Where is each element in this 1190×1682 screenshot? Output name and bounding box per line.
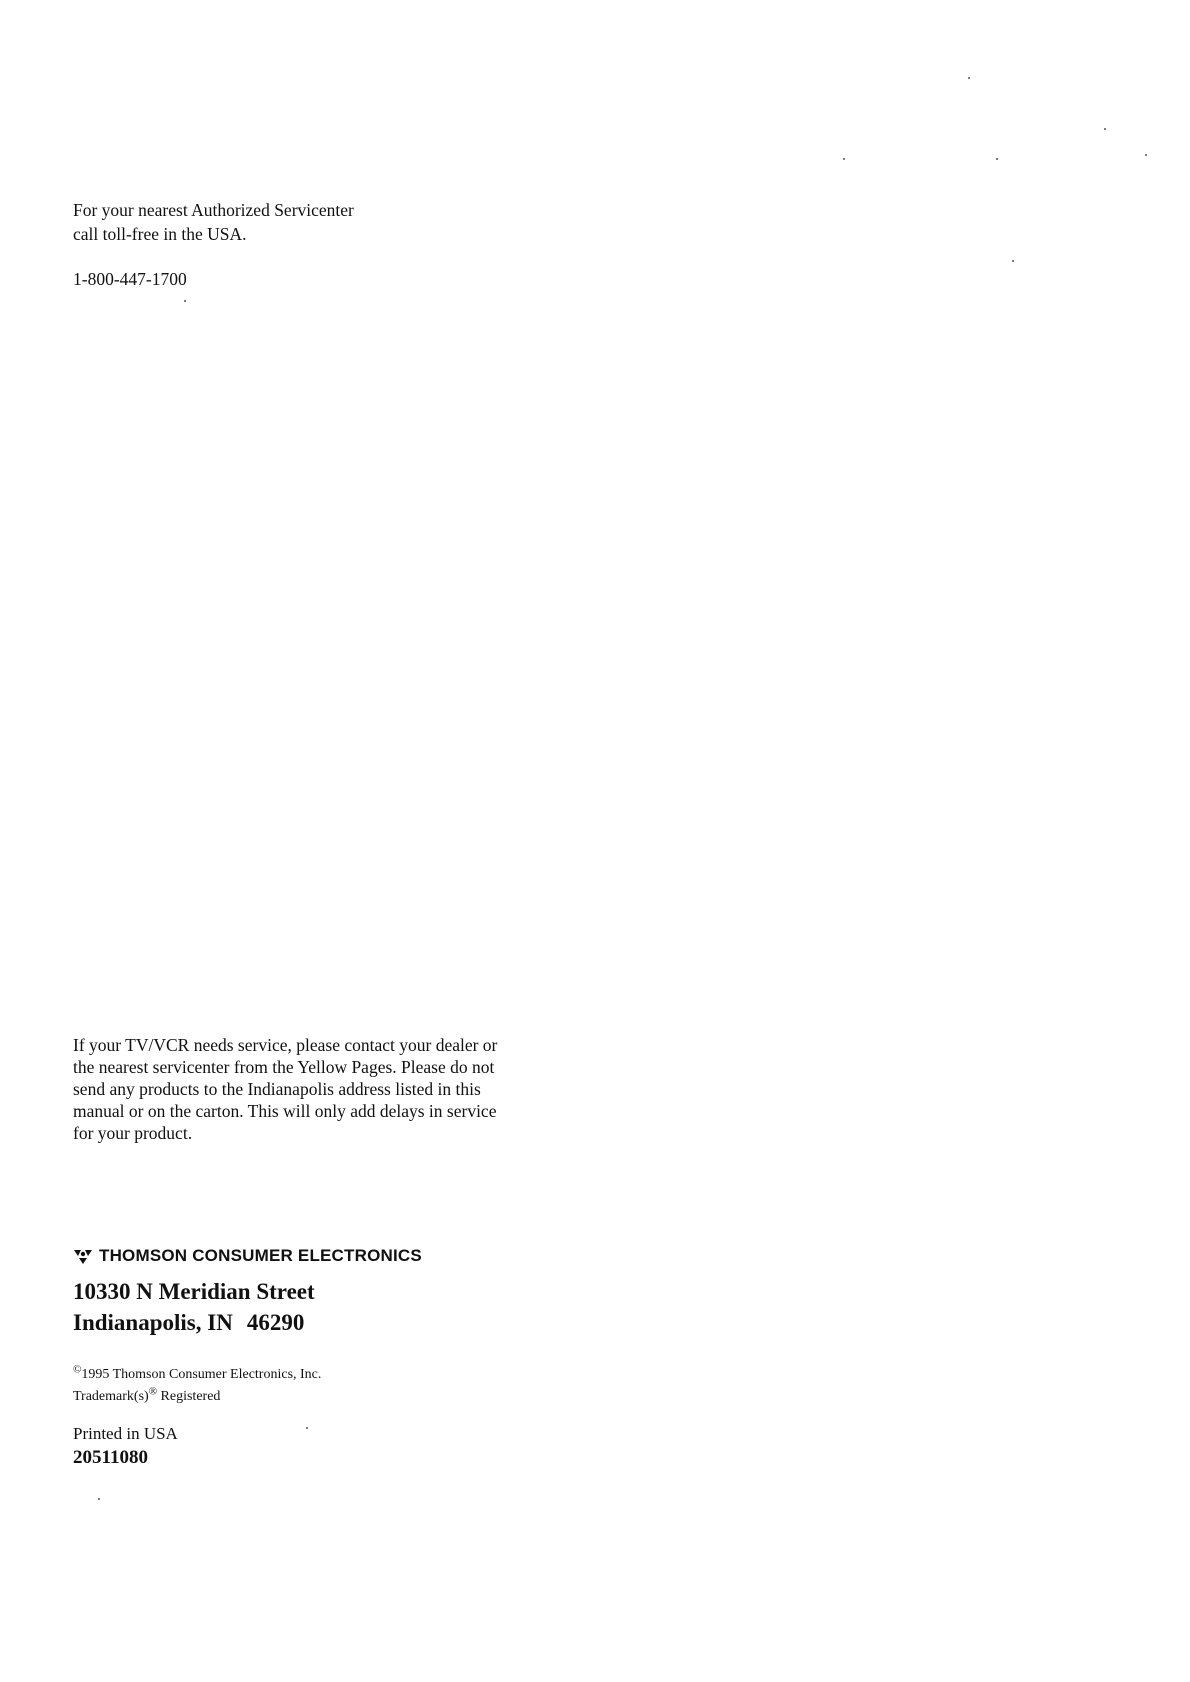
scan-speck	[968, 77, 970, 79]
scan-speck	[98, 1498, 100, 1500]
notice-line-3: send any products to the Indianapolis address listed in this	[73, 1079, 481, 1099]
copyright-text: 1995 Thomson Consumer Electronics, Inc.	[81, 1367, 322, 1382]
notice-line-5: for your product.	[73, 1123, 193, 1143]
registered-symbol: ®	[148, 1385, 158, 1398]
scan-speck	[1145, 154, 1147, 156]
trademark-line	[73, 1386, 321, 1408]
copyright-symbol: ©	[73, 1363, 82, 1376]
notice-line-2: the nearest servicenter from the Yellow Pages. Please do not	[73, 1057, 495, 1077]
address-city-line	[73, 1307, 315, 1338]
scan-speck	[996, 158, 998, 160]
copyright-notice	[73, 1364, 321, 1408]
toll-free-phone: 1-800-447-1700	[73, 269, 187, 289]
servicenter-line-2: call toll-free in the USA.	[73, 224, 247, 244]
service-notice	[73, 1034, 593, 1144]
address-zip: 46290	[246, 1310, 305, 1335]
print-info	[73, 1422, 178, 1470]
trademark-text: Trademark(s)	[73, 1389, 149, 1404]
company-brand	[73, 1246, 422, 1266]
scan-speck	[306, 1427, 308, 1429]
servicenter-line-1: For your nearest Authorized Servicenter	[73, 200, 354, 220]
part-number: 20511080	[73, 1447, 148, 1468]
scan-speck	[843, 158, 845, 160]
company-name: THOMSON CONSUMER ELECTRONICS	[99, 1246, 422, 1265]
notice-line-1: If your TV/VCR needs service, please contact your dealer or	[73, 1035, 498, 1055]
servicenter-info	[73, 198, 354, 246]
company-address	[73, 1276, 315, 1338]
printed-in-label: Printed in USA	[73, 1424, 178, 1443]
scan-speck	[1104, 128, 1106, 130]
registered-text: Registered	[160, 1389, 221, 1404]
scan-speck	[1012, 260, 1014, 262]
copyright-line	[73, 1364, 321, 1386]
address-street: 10330 N Meridian Street	[73, 1279, 315, 1304]
thomson-logo-icon	[73, 1247, 93, 1265]
notice-line-4: manual or on the carton. This will only add delays in service	[73, 1101, 497, 1121]
address-city-state: Indianapolis, IN	[73, 1310, 233, 1335]
scan-speck	[184, 300, 186, 302]
